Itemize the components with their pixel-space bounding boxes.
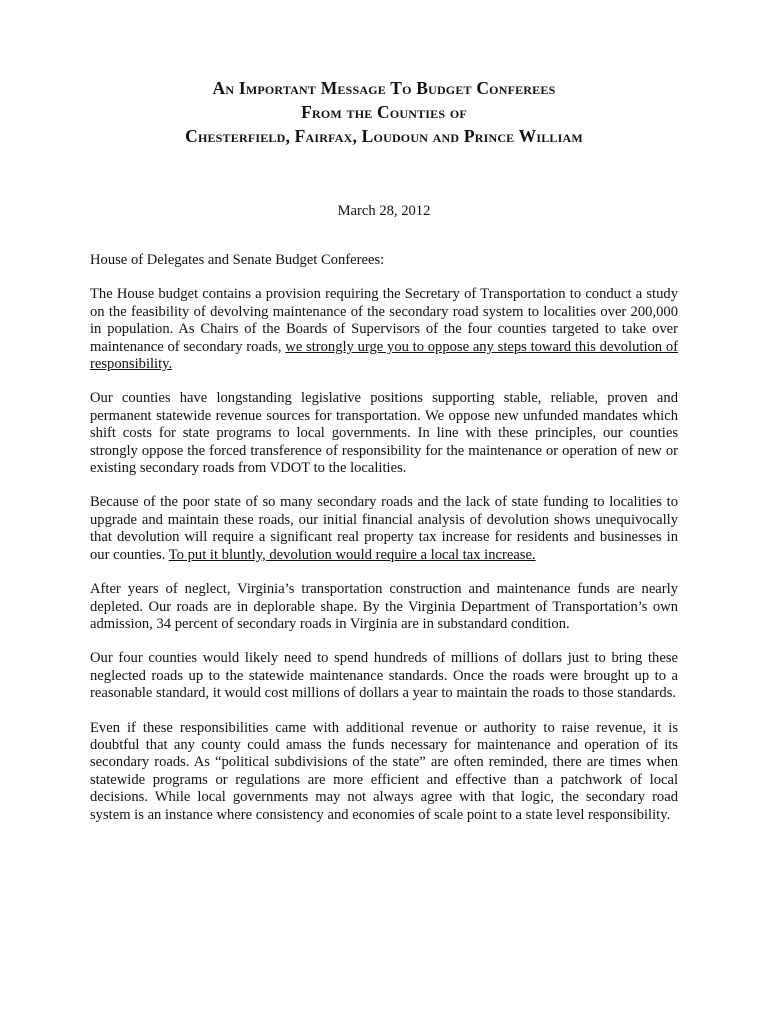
paragraph-3 [90,494,678,564]
paragraph-6: Even if these responsibilities came with additional revenue or authority to raise revenue, it is doubtful that any county could amass the funds necessary for maintenance and operation of its secondary roads. As “political subdivisions of the state” are often reminded, there are times when statewide programs or regulations are more efficient and effective than a patchwork of local decisions. While local governments may not always agree with that logic, the secondary road system is an instance where consistency and economies of scale point to a state level responsibility. [90,719,678,823]
paragraph-2: Our counties have longstanding legislative positions supporting stable, reliable, proven and permanent statewide revenue sources for transportation. We oppose new unfunded mandates which shift costs for state programs to local governments. In line with these principles, our counties strongly oppose the forced transference of responsibility for the maintenance or operation of new or existing secondary roads from VDOT to the localities. [90,390,678,477]
letter-date: March 28, 2012 [337,203,431,219]
title-line-1: An Important Message To Budget Conferees [212,78,556,98]
title-line-3: Chesterfield, Fairfax, Loudoun and Prince William [185,126,583,146]
paragraph-1-underlined: we strongly urge you to oppose any steps toward this devolution of responsibility. [90,338,678,373]
document-title [90,76,678,148]
salutation: House of Delegates and Senate Budget Conferees: [90,252,385,268]
paragraph-3-underlined: To put it bluntly, devolution would require a local tax increase. [168,546,536,563]
paragraph-5: Our four counties would likely need to spend hundreds of millions of dollars just to bring these neglected roads up to the statewide maintenance standards. Once the roads were brought up to a reasonable standard, it would cost millions of dollars a year to maintain the roads to those standards. [90,650,678,702]
document-page [90,76,678,824]
paragraph-1-text: The House budget contains a provision requiring the Secretary of Transportation to conduct a study on the feasibility of devolving maintenance of the secondary road system to localities over 200,000 in population. As Chairs of the Boards of Supervisors of the four counties targeted to take over maintenance of secondary roads, [90,286,678,355]
paragraph-4: After years of neglect, Virginia’s transportation construction and maintenance funds are nearly depleted. Our roads are in deplorable shape. By the Virginia Department of Transportation’s own admission, 34 percent of secondary roads in Virginia are in substandard condition. [90,581,678,632]
paragraph-3-text: Because of the poor state of so many secondary roads and the lack of state funding to localities to upgrade and maintain these roads, our initial financial analysis of devolution shows unequivocally that devolution will require a significant real property tax increase for residents and businesses in our counties. [90,494,678,563]
paragraph-1 [90,286,678,373]
title-line-2: From the Counties of [301,102,467,122]
